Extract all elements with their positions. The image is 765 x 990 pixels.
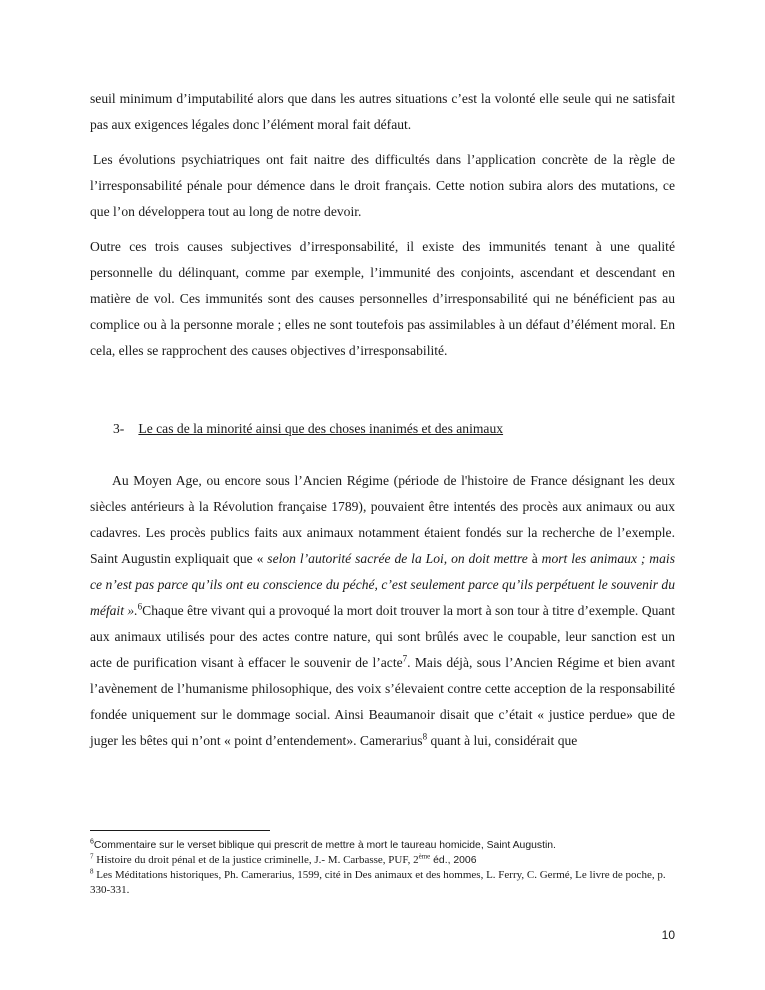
text-run: quant à lui, considérait que xyxy=(427,733,578,748)
footnote-superscript: ème xyxy=(418,852,431,861)
text-run: . Mais déjà, sous l’Ancien Régime et bien avant l’avènement de l’humanisme philosophique, des voix s’élevaient contre cette acception de la responsabilité fondée uniquement sur le dommage social. Ainsi Beaumanoir disait que c’était « justice perdue» que de juger les bêtes qui n’ont « point d’entendement». Camerarius xyxy=(90,655,675,748)
paragraph-continued: seuil minimum d’imputabilité alors que dans les autres situations c’est la volonté elle seule qui ne satisfait pas aux exigences légales donc l’élément moral fait défaut. xyxy=(90,91,675,132)
footnote-6 xyxy=(90,838,675,853)
footnote-text: Les Méditations historiques, Ph. Camerarius, 1599, cité in Des animaux et des hommes, L. Ferry, C. Germé, Le livre de poche, p. 330-331. xyxy=(90,869,666,896)
body-text xyxy=(90,86,675,754)
footnote-text: Commentaire sur le verset biblique qui prescrit de mettre à mort le taureau homicide, Saint Augustin. xyxy=(93,840,556,851)
text-run: à xyxy=(527,551,542,566)
paragraph-immunities: Outre ces trois causes subjectives d’irresponsabilité, il existe des immunités tenant à une qualité personnelle du délinquant, comme par exemple, l’immunité des conjoints, ascendant et descendant en matière de vol. Ces immunités sont des causes personnelles d’irresponsabilité qui ne bénéficient pas au complice ou à la personne morale ; elles ne sont toutefois pas assimilables à un défaut d’élément moral. En cela, elles se rapprochent des causes objectives d’irresponsabilité. xyxy=(90,239,675,358)
footnote-text: éd., 2006 xyxy=(430,855,477,866)
footnote-8 xyxy=(90,868,675,898)
section-heading-title: Le cas de la minorité ainsi que des choses inanimés et des animaux xyxy=(138,421,504,436)
section-heading-number: 3- xyxy=(113,421,125,436)
footnote-ref-8: 8 xyxy=(422,731,428,742)
text-run: Au Moyen Age, ou encore sous l’Ancien Régime (période de l'histoire de France désignant les deux siècles antérieurs à la Révolution française 1789), pouvaient être intentés des procès aux animaux ou aux cadavres. Les procès publics faits aux animaux notamment étaient fondés sur la recherche de l’exemple. Saint Augustin expliquait que « xyxy=(90,473,675,566)
quote-run: selon l’autorité sacrée de la Loi, on doit mettre xyxy=(267,551,528,566)
footnote-number: 7 xyxy=(90,852,94,861)
quote-run: mort les animaux ; mais ce n’est pas parce qu’ils ont eu conscience du péché, c’est seulement parce qu’ils perpétuent le souvenir du méfait ». xyxy=(90,551,675,618)
footnote-text: Histoire du droit pénal et de la justice criminelle, J.- M. Carbasse, PUF, 2 xyxy=(93,854,419,866)
text-run: Chaque être vivant qui a provoqué la mort doit trouver la mort à son tour à titre d’exemple. Quant aux animaux utilisés pour des actes contre nature, qui sont brûlés avec le coupable, leur sanction est un acte de purification visant à effacer le souvenir de l’acte xyxy=(90,603,676,670)
paragraph-animal-trials xyxy=(90,468,675,754)
footnote-ref-7: 7 xyxy=(402,653,408,664)
paragraph-psychiatric-evolutions: Les évolutions psychiatriques ont fait naitre des difficultés dans l’application concrète de la règle de l’irresponsabilité pénale pour démence dans le droit français. Cette notion subira alors des mutations, ce que l’on développera tout au long de notre devoir. xyxy=(90,152,675,219)
footnote-number: 6 xyxy=(90,838,94,846)
footnote-separator xyxy=(90,830,270,831)
footnote-number: 8 xyxy=(90,867,94,876)
footnote-7 xyxy=(90,853,675,868)
footnote-ref-6: 6 xyxy=(137,601,143,612)
page-number: 10 xyxy=(661,928,675,942)
section-heading xyxy=(90,416,675,442)
footnotes xyxy=(90,838,675,898)
